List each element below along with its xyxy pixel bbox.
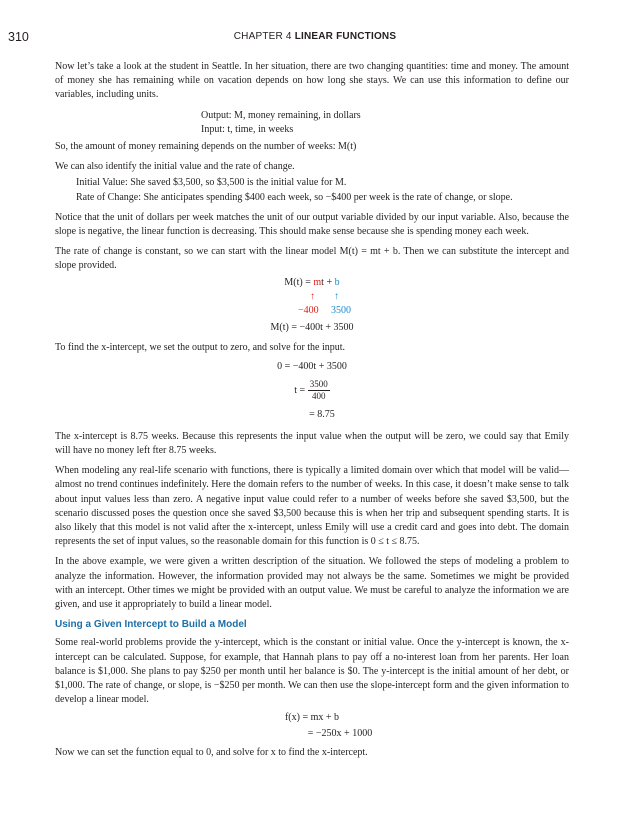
equation-line: f(x) = mx + b (284, 711, 340, 723)
intercept-value: 3500 (331, 304, 351, 316)
hannah-model-block (55, 710, 569, 742)
model-equation: M(t) = mt + b (284, 276, 340, 288)
model-equation-block (55, 276, 569, 335)
chapter-title (0, 31, 630, 42)
fraction-line: t = $\frac{3500}{400}$ (294, 379, 328, 402)
paragraph: Now we can set the function equal to 0, and solve for x to find the x-intercept. (55, 746, 368, 758)
up-arrow-icon: ↑ (310, 290, 315, 302)
paragraph: Some real-world problems provide the y-intercept, which is the constant or initial value. Once the y-intercept is known, the x-intercept can be calculated. Suppose, for example, that Hannah plans to pay off a no-interest loan from her parents. Her loan balance is $1,000. She plans to pay $250 per month until her balance is $0. The y-intercept is the initial amount of her debt, or $1,000. The rate of change, or slope, is −$250 per month. We can then use the slope-intercept form and the given information to develop a linear model. (55, 637, 569, 706)
variable-definitions (201, 109, 569, 137)
page-number: 310 (8, 30, 29, 44)
paragraph: When modeling any real-life scenario with functions, there is typically a limited domain over which that model will be valid—almost no trend continues indefinitely. Here the domain refers to the number of weeks. In this case, it doesn’t make sense to talk about input values less than zero. A negative input value could refer to a number of weeks before she saved $3,500, but the scenario discussed poses the question once she saved $3,500 because this is when her trip and subsequent spending starts. It is also likely that this model is not valid after the x-intercept, unless Emily will use a credit card and goes into debt. The domain represents the set of input values, so the reasonable domain for this function is 0 ≤ t ≤ 8.75. (55, 465, 569, 548)
running-header (0, 30, 630, 48)
input-definition: Input: t, time, in weeks (201, 123, 294, 135)
rate-of-change-line: Rate of Change: She anticipates spending $400 each week, so −$400 per week is the rate of change, or slope. (76, 191, 513, 203)
paragraph: We can also identify the initial value and the rate of change. (55, 161, 295, 173)
equation-line: = −250x + 1000 (307, 727, 373, 739)
section-heading: Using a Given Intercept to Build a Model (55, 619, 247, 631)
paragraph: Notice that the unit of dollars per week matches the unit of our output variable divided by our input variable. Also, because the slope is negative, the linear function is decreasing. This should make sense because she is spending money each week. (55, 211, 569, 238)
substitution-arrows (55, 290, 569, 304)
model-result: M(t) = −400t + 3500 (270, 321, 354, 333)
equation-result: = 8.75 (309, 408, 335, 420)
slope-value: −400 (298, 304, 319, 316)
chapter-name: LINEAR FUNCTIONS (294, 31, 397, 42)
chapter-label: CHAPTER 4 (233, 31, 292, 42)
paragraph: To find the x-intercept, we set the output to zero, and solve for the input. (55, 341, 346, 353)
output-definition: Output: M, money remaining, in dollars (201, 109, 361, 121)
paragraph: Now let’s take a look at the student in Seattle. In her situation, there are two changing quantities: time and money. The amount of money she has remaining while on vacation depends on how long she stays. We can use this information to define our variables, including units. (55, 61, 569, 101)
up-arrow-icon: ↑ (334, 290, 339, 302)
paragraph: So, the amount of money remaining depends on the number of weeks: M(t) (55, 141, 357, 153)
substitution-values (55, 304, 569, 318)
fraction (308, 379, 330, 402)
page-body (55, 60, 569, 766)
paragraph: The rate of change is constant, so we can start with the linear model M(t) = mt + b. Then we can substitute the intercept and slope provided. (55, 246, 569, 272)
slope-symbol: m (313, 276, 322, 288)
fraction-numerator: 3500 (309, 379, 328, 390)
given-values (76, 176, 569, 204)
solve-block (55, 358, 569, 424)
initial-value-line: Initial Value: She saved $3,500, so $3,500 is the initial value for M. (76, 177, 347, 189)
paragraph: The x-intercept is 8.75 weeks. Because this represents the input value when the output will be zero, we could say that Emily will have no money left fter 8.75 weeks. (55, 430, 569, 457)
intercept-symbol: b (334, 276, 340, 288)
equation-line: 0 = −400t + 3500 (277, 360, 347, 372)
fraction-denominator: 400 (311, 391, 326, 402)
paragraph: In the above example, we were given a written description of the situation. We followed the steps of modeling a problem to analyze the information. However, the information provided may not always be the same. Sometimes we might be provided with an intercept. Other times we might be provided with an output value. We must be careful to analyze the information we are given, and use it appropriately to build a linear model. (55, 556, 569, 611)
